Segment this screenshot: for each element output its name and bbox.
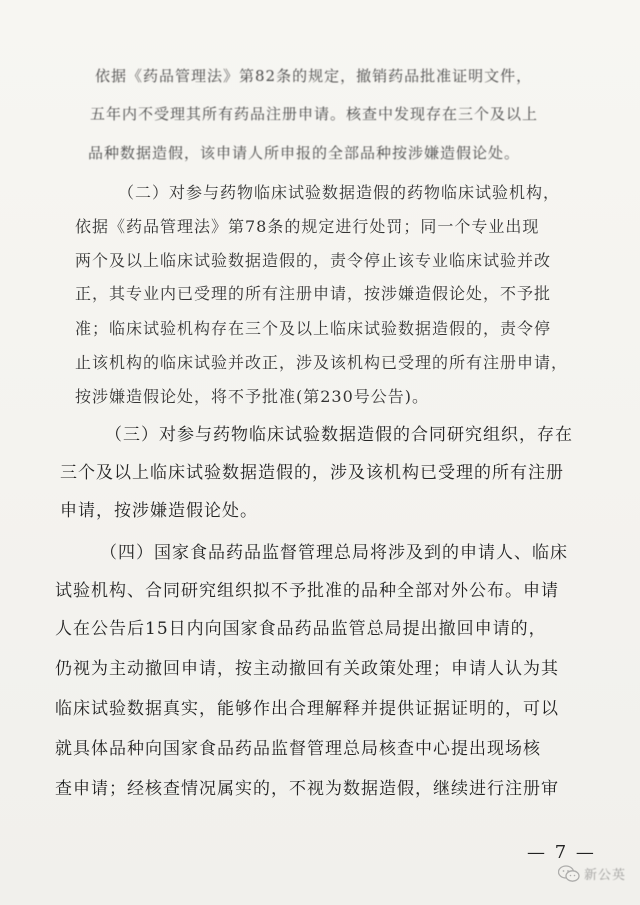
text-line: 依据《药品管理法》第82条的规定，撤销药品批准证明文件， <box>95 67 533 85</box>
text-line: 准；临床试验机构存在三个及以上临床试验数据造假的，责令停 <box>75 319 552 338</box>
text-line: （四）国家食品药品监督管理总局将涉及到的申请人、临床 <box>100 543 568 563</box>
text-line: 就具体品种向国家食品药品监督管理总局核查中心提出现场核 <box>55 739 541 759</box>
text-line: 按涉嫌造假论处，将不予批准(第230号公告)。 <box>75 387 430 406</box>
text-line: 人在公告后15日内向国家食品药品监管总局提出撤回申请的， <box>55 619 547 639</box>
text-line: 试验机构、合同研究组织拟不予批准的品种全部对外公布。申请 <box>55 581 559 601</box>
watermark <box>558 864 626 883</box>
text-line: 仍视为主动撤回申请，按主动撤回有关政策处理；申请人认为其 <box>55 659 559 679</box>
text-line: 申请，按涉嫌造假论处。 <box>60 501 258 521</box>
wechat-icon <box>558 865 580 883</box>
text-line: 三个及以上临床试验数据造假的，涉及该机构已受理的所有注册 <box>60 463 564 483</box>
text-line: （三）对参与药物临床试验数据造假的合同研究组织，存在 <box>105 425 573 445</box>
text-line: 止该机构的临床试验并改正，涉及该机构已受理的所有注册申请， <box>75 353 569 372</box>
watermark-text: 新公英 <box>584 868 627 883</box>
text-line: 五年内不受理其所有药品注册申请。核查中发现存在三个及以上 <box>90 105 539 123</box>
text-line: 依据《药品管理法》第78条的规定进行处罚；同一个专业出现 <box>75 217 540 236</box>
text-line: 正，其专业内已受理的所有注册申请，按涉嫌造假论处，不予批 <box>75 284 552 303</box>
page-number: — 7 — <box>527 842 596 863</box>
text-line: 品种数据造假，该申请人所申报的全部品种按涉嫌造假论处。 <box>88 144 521 162</box>
text-line: 临床试验数据真实，能够作出合理解释并提供证据证明的，可以 <box>55 699 559 719</box>
text-line: （二）对参与药物临床试验数据造假的药物临床试验机构， <box>118 183 561 202</box>
text-line: 查申请；经核查情况属实的，不视为数据造假，继续进行注册审 <box>55 779 559 799</box>
text-line: 两个及以上临床试验数据造假的，责令停止该专业临床试验并改 <box>75 251 552 270</box>
